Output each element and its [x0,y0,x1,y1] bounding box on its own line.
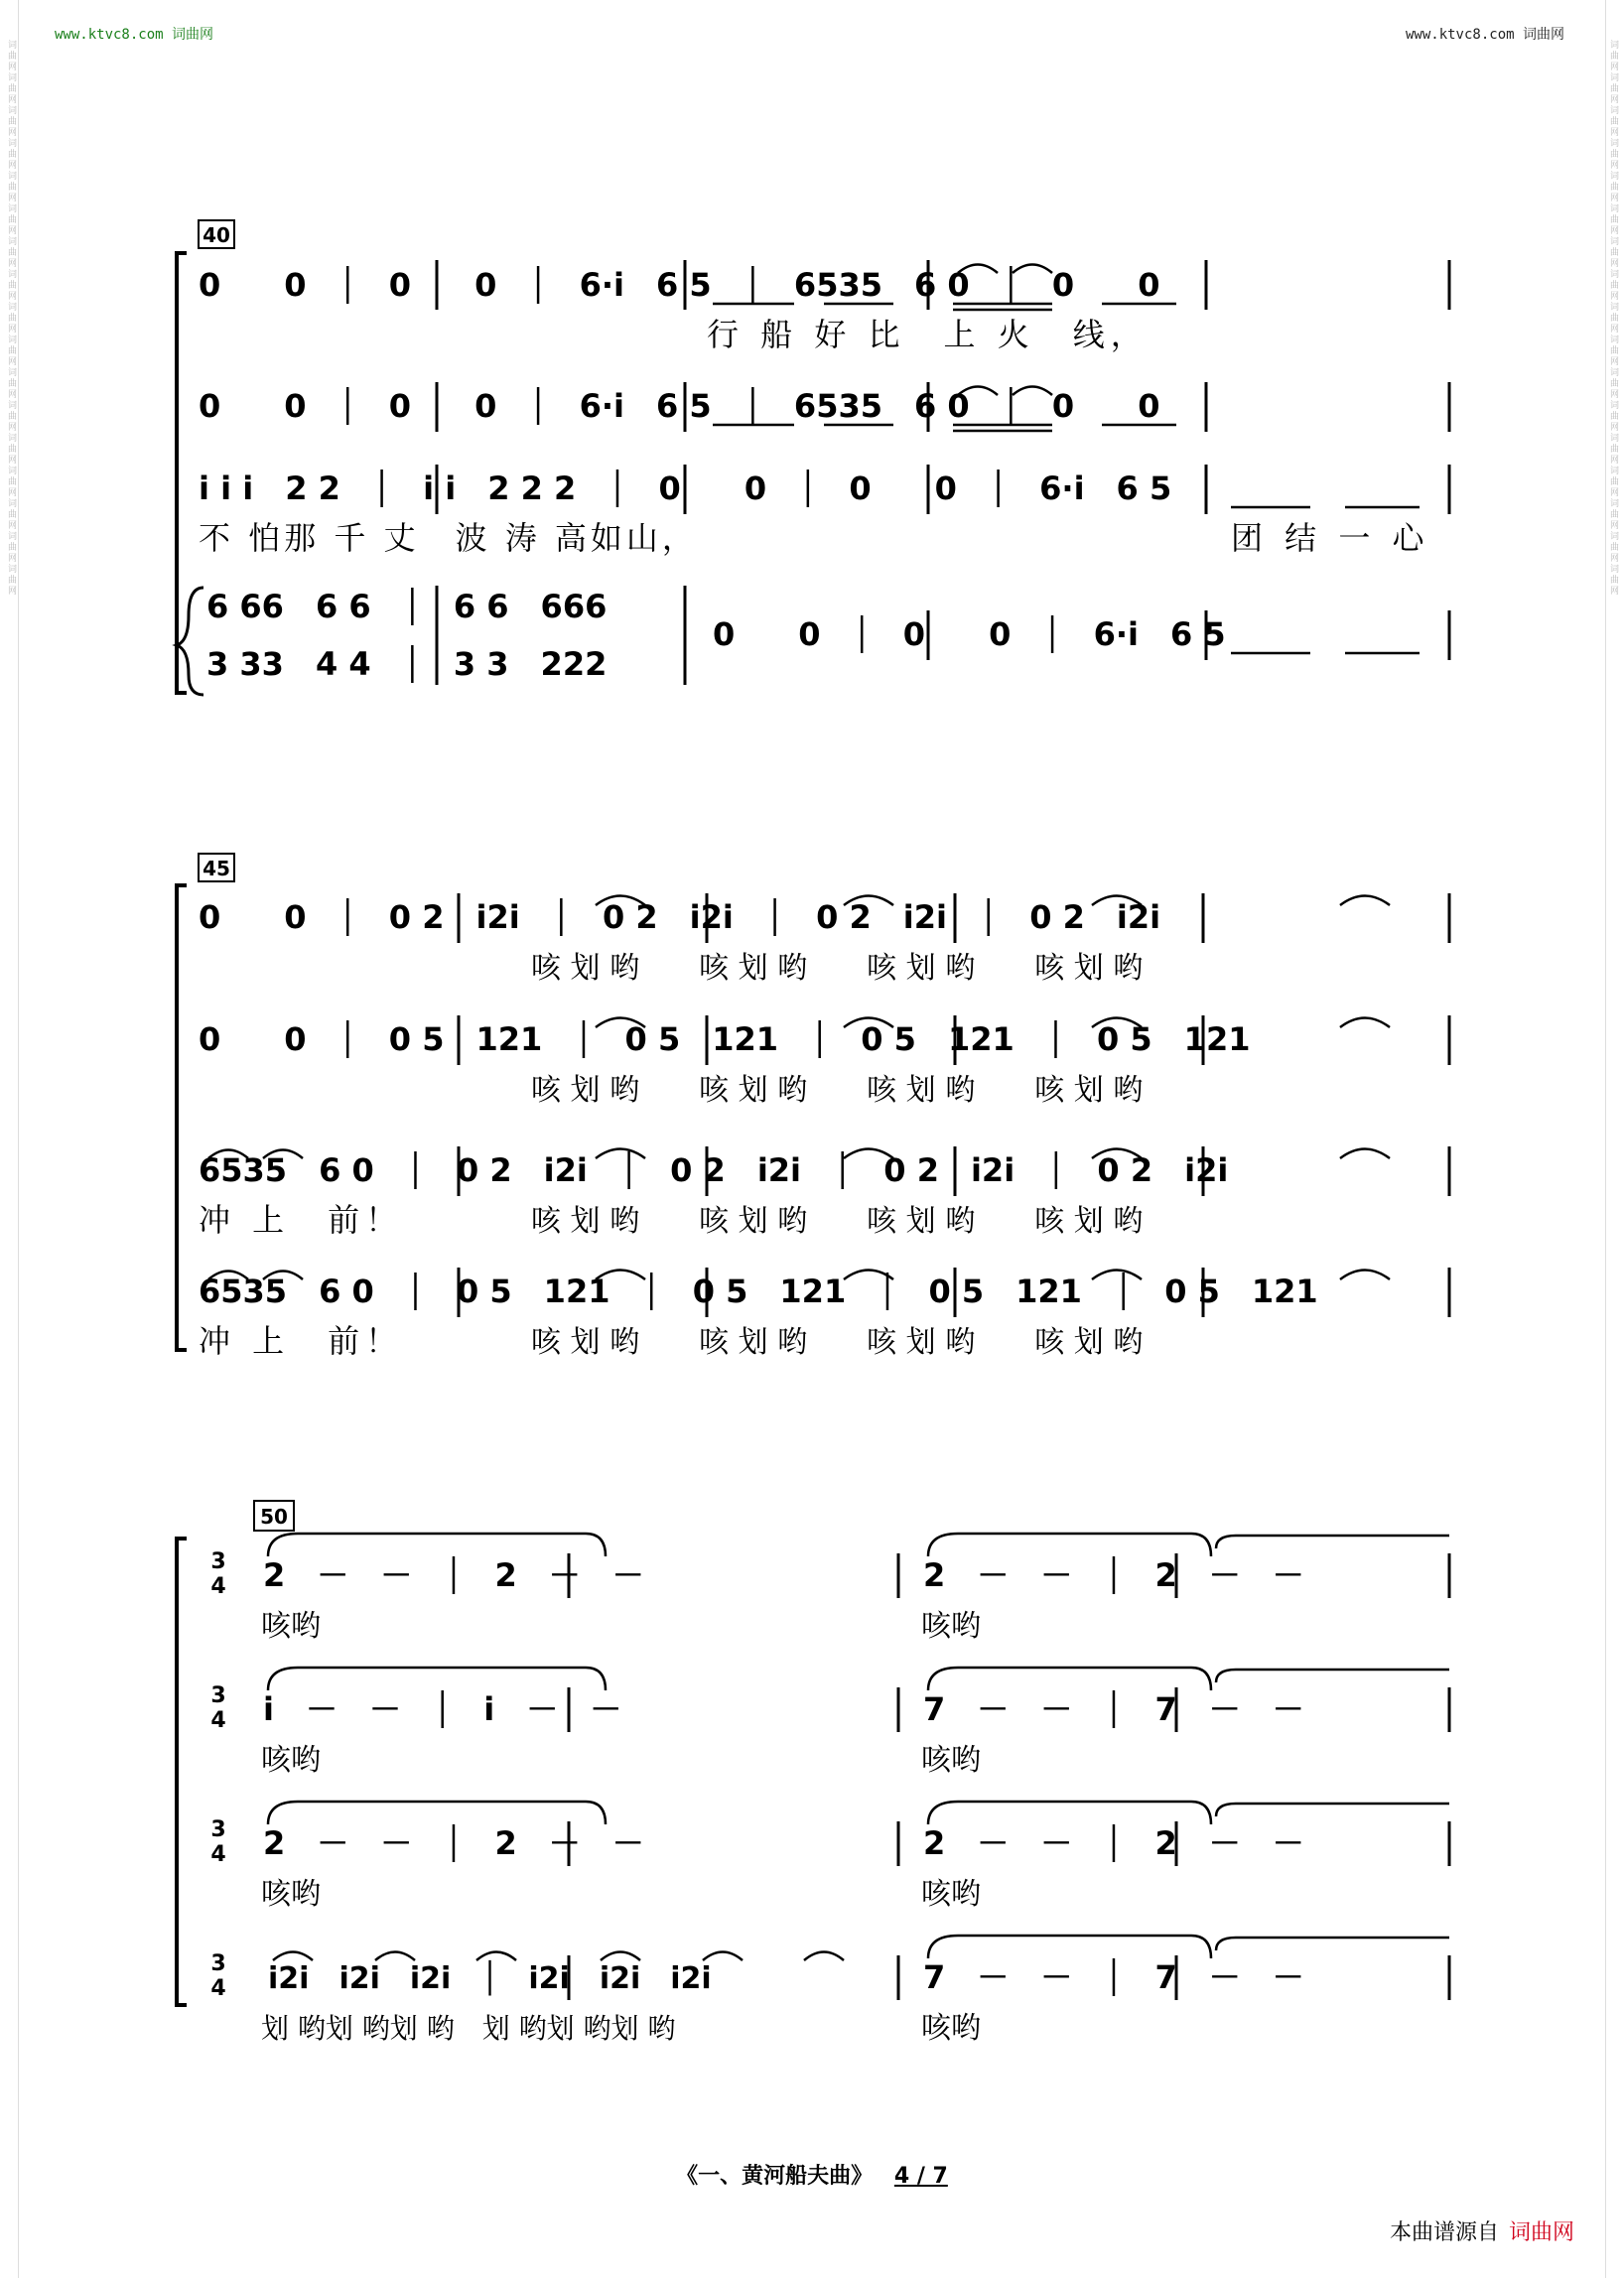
header-left-url[interactable]: www.ktvc8.com 词曲网 [55,27,214,43]
measure-number-45: 45 [203,857,230,880]
part3-notes: i i i 2 2 │ i i 2 2 2 │ 0 0 │ 0 0 │ 6·i 6 5 [199,469,1172,507]
part4-notes-b: 7 － － │ 7 － － [923,1958,1304,1996]
part3-lyric-a: 咳哟 [261,1877,321,1912]
part2-lyric-b: 咳哟 [921,1743,981,1778]
system-3-ties [268,1534,1449,1958]
part2-notes: 0 0 │ 0 0 │ 6·i 6 5 │ 6535 6 0 │ 0 0 [199,387,1160,425]
part3-lyric-b: 咳哟 [921,1877,981,1912]
part4-rest-notes: 0 0 │ 0 0 │ 6·i 6 5 [713,615,1226,653]
time-sig-bottom: 4 [210,1574,226,1599]
part3-lyrics-a: 不 怕那 千 丈 波 涛 高如山， [199,519,698,557]
time-signatures [210,1549,225,2001]
header-right-url[interactable]: www.ktvc8.com 词曲网 [1405,27,1564,43]
part3-lyrics-b: 团 结 一 心 [1231,519,1430,557]
part4-notes: 6535 6 0 │ 0 5 121 │ 0 5 121 │ 0 5 121 │ 0 5 121 [199,1273,1318,1310]
part3-notes-b: 2 － － │ 2 － － [923,1824,1304,1862]
part4-lower-notes: 3 33 4 4 │ 3 3 222 [206,645,608,683]
part1-lyric-b: 咳哟 [921,1609,981,1644]
part4-lyric-b: 咳哟 [921,2011,981,2046]
system-3-slurs [273,1952,844,1961]
part4-lyrics: 咳 划 哟 咳 划 哟 咳 划 哟 咳 划 哟 [531,1325,1144,1360]
part1-lyrics: 行 船 好 比 上 火 线， [707,316,1149,353]
time-sig-bottom: 4 [210,1708,226,1733]
part1-notes: 0 0 │ 0 2 i2i │ 0 2 i2i │ 0 2 i2i │ 0 2 i2i [199,898,1161,936]
system-1 [177,220,1449,695]
part2-notes-a: i － － │ i － － [263,1690,622,1728]
time-sig-bottom: 4 [210,1842,226,1867]
system-bracket [177,1539,187,2005]
part4-brace [177,588,203,695]
time-sig-top: 3 [210,1951,226,1976]
part4-lyrics-a: 冲 上 前！ [199,1322,404,1360]
part1-notes-a: 2 － － │ 2 － － [263,1556,644,1594]
time-sig-top: 3 [210,1817,226,1842]
source-brand-link[interactable]: 词曲网 [1508,2220,1574,2245]
time-sig-top: 3 [210,1549,226,1574]
system-bracket [177,885,187,1350]
time-sig-top: 3 [210,1683,226,1708]
page-footer [0,2159,1624,2190]
system-3-barlines [569,1553,1449,2000]
part2-lyric-a: 咳哟 [261,1743,321,1778]
part1-lyrics: 咳 划 哟 咳 划 哟 咳 划 哟 咳 划 哟 [531,951,1144,986]
part4-lyric-a: 划 哟划 哟划 哟 划 哟划 哟划 哟 [261,2012,676,2045]
right-watermark-strip: 词曲网词曲网词曲网词曲网词曲网词曲网词曲网词曲网词曲网词曲网词曲网词曲网词曲网词曲网词曲网词曲网词曲网 [1608,40,1618,597]
part3-notes-a: 2 － － │ 2 － － [263,1824,644,1862]
part1-notes-b: 2 － － │ 2 － － [923,1556,1304,1594]
left-watermark-strip: 词曲网词曲网词曲网词曲网词曲网词曲网词曲网词曲网词曲网词曲网词曲网词曲网词曲网词曲网词曲网词曲网词曲网 [6,40,16,597]
page-number: 4 / 7 [893,2164,948,2189]
part3-lyrics: 咳 划 哟 咳 划 哟 咳 划 哟 咳 划 哟 [531,1204,1144,1239]
measure-number-50: 50 [260,1505,288,1529]
part4-notes-a: i2i i2i i2i │ i2i i2i i2i [268,1961,712,1996]
part2-lyrics: 咳 划 哟 咳 划 哟 咳 划 哟 咳 划 哟 [531,1073,1144,1108]
measure-number-40: 40 [203,223,230,247]
song-title: 《一、黄河船夫曲》 [676,2164,874,2189]
part2-notes: 0 0 │ 0 5 121 │ 0 5 121 │ 0 5 121 │ 0 5 121 [199,1020,1251,1058]
system-3 [177,1501,1449,2046]
part2-notes-b: 7 － － │ 7 － － [923,1690,1304,1728]
part1-lyric-a: 咳哟 [261,1609,321,1644]
part3-notes: 6535 6 0 │ 0 2 i2i │ 0 2 i2i │ 0 2 i2i │ 0 2 i2i [199,1151,1229,1189]
part3-lyrics-a: 冲 上 前！ [199,1201,404,1239]
part4-upper-notes: 6 66 6 6 │ 6 6 666 [206,588,608,625]
source-attribution [1390,2215,1574,2246]
time-sig-bottom: 4 [210,1976,226,2001]
system-bracket [177,253,187,693]
source-label: 本曲谱源自 [1389,2220,1499,2245]
part1-notes: 0 0 │ 0 0 │ 6·i 6 5 │ 6535 6 0 │ 0 0 [199,266,1160,304]
system-2 [177,854,1449,1360]
